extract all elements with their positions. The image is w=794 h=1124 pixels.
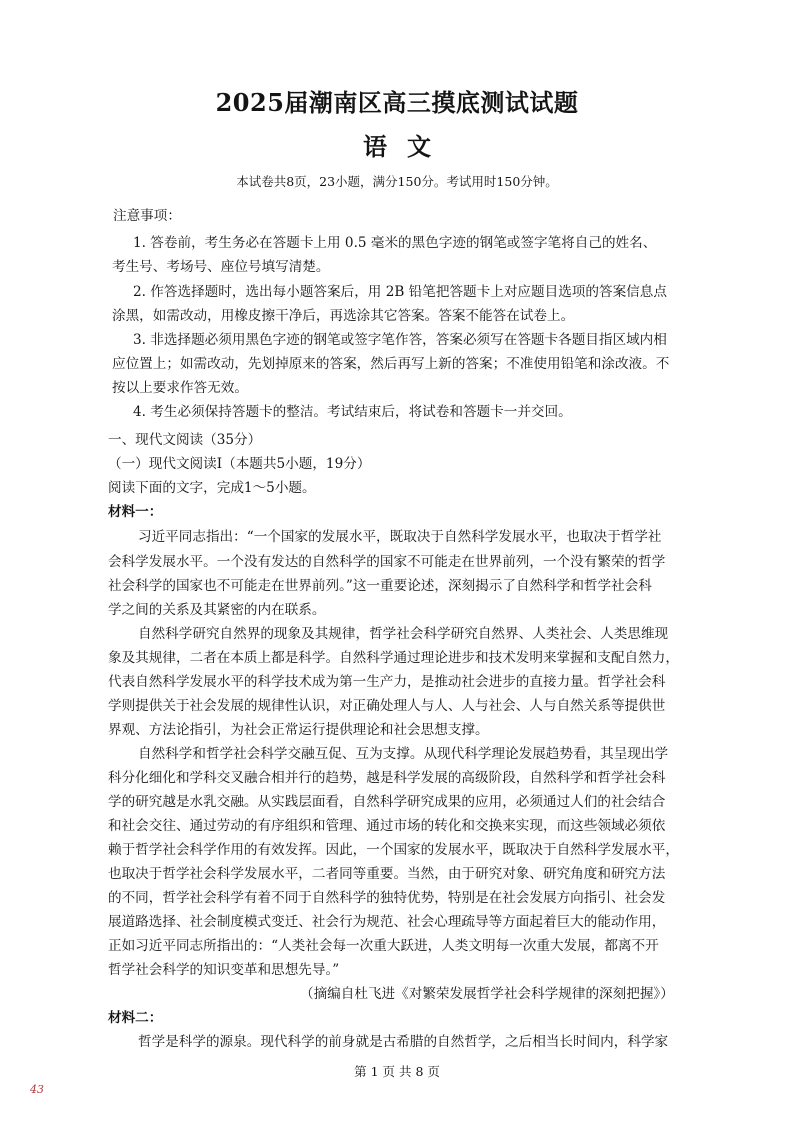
paragraph-line: 学的研究越是水乳交融。从实践层面看，自然科学研究成果的应用，必须通过人们的社会结合 xyxy=(108,794,666,810)
paragraph-line: 赖于哲学社会科学作用的有效发挥。因此，一个国家的发展水平，既取决于自然科学发展水平， xyxy=(108,842,679,858)
paragraph-line: 也取决于哲学社会科学发展水平，二者同等重要。当然，由于研究对象、研究角度和研究方法 xyxy=(108,866,666,882)
reading-instruction: 阅读下面的文字，完成1～5小题。 xyxy=(108,480,316,496)
notice-line: 2. 作答选择题时，选出每小题答案后，用 2B 铅笔把答题卡上对应题目选项的答案信息点 xyxy=(133,284,667,300)
paragraph-line: 社会科学的国家也不可能走在世界前列。”这一重要论述，深刻揭示了自然科学和哲学社会科 xyxy=(108,578,652,594)
paragraph-line: 哲学是科学的源泉。现代科学的前身就是古希腊的自然哲学，之后相当长时间内，科学家 xyxy=(138,1034,669,1050)
paragraph-line: 哲学社会科学的知识变革和思想先导。” xyxy=(108,962,340,978)
paragraph-line: 学之间的关系及其紧密的内在联系。 xyxy=(108,602,326,618)
paragraph-line: 习近平同志指出：“一个国家的发展水平，既取决于自然科学发展水平，也取决于哲学社 xyxy=(138,529,662,545)
notice-heading: 注意事项： xyxy=(113,208,181,224)
paragraph-line: 界观、方法论指引，为社会正常运行提供理论和社会思想支撑。 xyxy=(108,722,489,738)
subsection-heading: （一）现代文阅读Ⅰ（本题共5小题，19分） xyxy=(108,456,371,472)
paragraph-line: 科分化细化和学科交叉融合相并行的趋势，越是科学发展的高级阶段，自然科学和哲学社会科 xyxy=(108,770,666,786)
material-one-label: 材料一： xyxy=(108,504,163,520)
exam-info: 本试卷共8页，23小题，满分150分。考试用时150分钟。 xyxy=(236,174,558,189)
notice-line: 应位置上；如需改动，先划掉原来的答案，然后再写上新的答案；不准使用铅笔和涂改液。不 xyxy=(112,356,670,372)
section-heading: 一、现代文阅读（35分） xyxy=(108,432,262,448)
paragraph-line: 展道路选择、社会制度模式变迁、社会行为规范、社会心理疏导等方面起着巨大的能动作用， xyxy=(108,914,666,930)
paragraph-line: 代表自然科学发展水平的科学技术成为第一生产力，是推动社会进步的直接力量。哲学社会科 xyxy=(108,674,666,690)
margin-handwritten-mark: 43 xyxy=(30,1083,44,1096)
notice-line: 1. 答卷前，考生务必在答题卡上用 0.5 毫米的黑色字迹的钢笔或签字笔将自己的姓名、 xyxy=(133,235,657,251)
paragraph-line: 象及其规律，二者在本质上都是科学。自然科学通过理论进步和技术发明来掌握和支配自然力， xyxy=(108,650,679,666)
paragraph-line: 会科学发展水平。一个没有发达的自然科学的国家不可能走在世界前列，一个没有繁荣的哲学 xyxy=(108,554,666,570)
notice-line: 涂黑，如需改动，用橡皮擦干净后，再选涂其它答案。答案不能答在试卷上。 xyxy=(112,308,575,324)
notice-line: 4. 考生必须保持答题卡的整洁。考试结束后，将试卷和答题卡一并交回。 xyxy=(133,404,572,420)
paragraph-line: 和社会交往、通过劳动的有序组织和管理、通过市场的转化和交换来实现，而这些领域必须依 xyxy=(108,818,666,834)
paragraph-line: 的不同，哲学社会科学有着不同于自然科学的独特优势，特别是在社会发展方向指引、社会发 xyxy=(108,890,666,906)
paragraph-line: 学则提供关于社会发展的规律性认识，对正确处理人与人、人与社会、人与自然关系等提供世 xyxy=(108,698,666,714)
paragraph-line: 正如习近平同志所指出的：“人类社会每一次重大跃进，人类文明每一次重大发展，都离不开 xyxy=(108,938,659,954)
paragraph-line: 自然科学和哲学社会科学交融互促、互为支撑。从现代科学理论发展趋势看，其呈现出学 xyxy=(138,746,669,762)
subject-title: 语文 xyxy=(363,132,451,161)
notice-line: 3. 非选择题必须用黑色字迹的钢笔或签字笔作答，答案必须写在答题卡各题目指区域内相 xyxy=(133,332,667,348)
material-two-label: 材料二： xyxy=(108,1010,163,1026)
page-number: 第 1 页 共 8 页 xyxy=(354,1064,440,1079)
source-citation: （摘编自杜飞进《对繁荣发展哲学社会科学规律的深刻把握》） xyxy=(300,986,674,1002)
exam-title: 2025届潮南区高三摸底测试试题 xyxy=(215,88,579,117)
notice-line: 按以上要求作答无效。 xyxy=(112,380,248,396)
notice-line: 考生号、考场号、座位号填写清楚。 xyxy=(112,259,330,275)
paragraph-line: 自然科学研究自然界的现象及其规律，哲学社会科学研究自然界、人类社会、人类思维现 xyxy=(138,626,669,642)
